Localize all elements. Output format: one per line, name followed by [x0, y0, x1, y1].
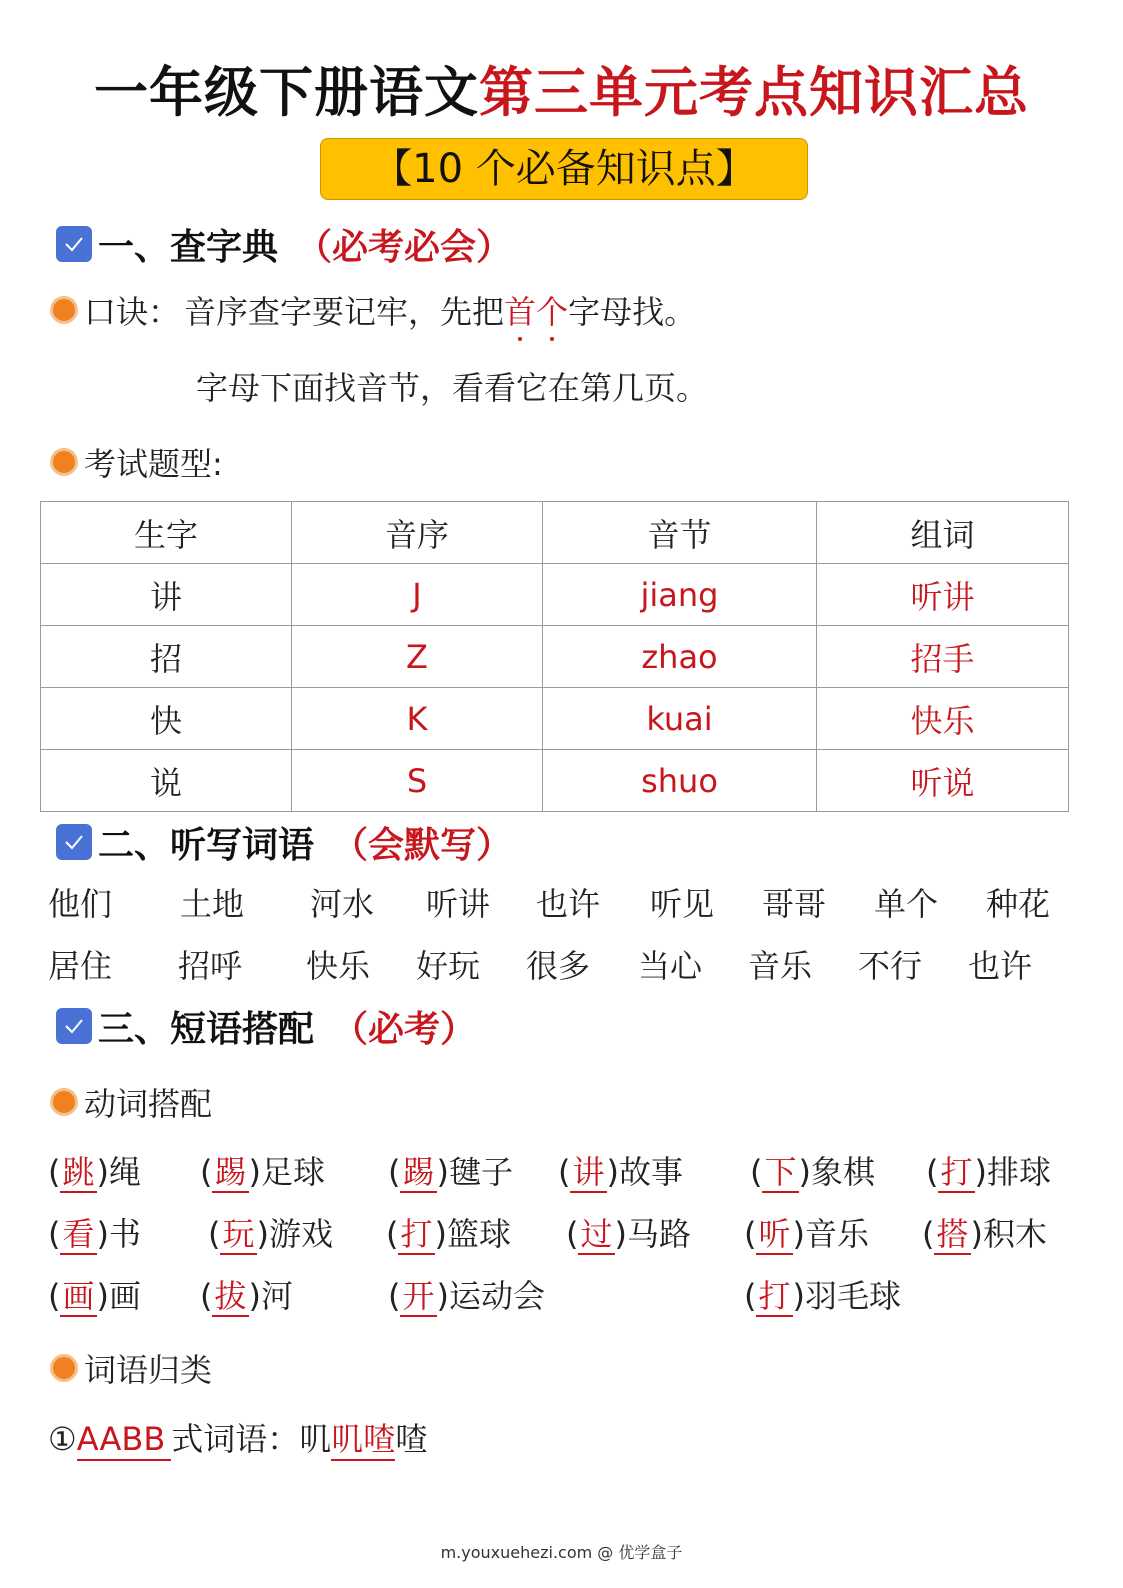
phrase-item: (跳)绳	[48, 1153, 141, 1191]
phrase-item: (过)马路	[566, 1215, 691, 1253]
phrase-verb: 下	[764, 1153, 797, 1191]
phrase-row-1	[48, 1150, 1078, 1194]
phrase-verb: 踢	[402, 1153, 435, 1191]
table-cell: 招手	[817, 626, 1069, 688]
checkbox-icon	[56, 226, 92, 262]
verb-label: 动词搭配	[84, 1085, 213, 1123]
section1-heading	[56, 222, 512, 266]
table-cell: 听说	[817, 750, 1069, 812]
rhyme-red-1: 首	[504, 287, 536, 333]
phrase-object: 毽子	[448, 1153, 513, 1191]
phrase-verb: 搭	[936, 1215, 969, 1253]
table-cell: 讲	[41, 564, 292, 626]
dictation-word: 土地	[180, 885, 245, 923]
rhyme-line1-after: 字母找。	[568, 293, 697, 331]
phrase-verb: 跳	[62, 1153, 95, 1191]
section3-heading	[56, 1004, 476, 1048]
phrase-verb: 开	[402, 1277, 435, 1315]
phrase-object: 游戏	[268, 1215, 333, 1253]
title-part2: 第三单元考点知识汇总	[479, 61, 1029, 124]
phrase-item: (玩)游戏	[208, 1215, 333, 1253]
table-header: 音序	[292, 502, 543, 564]
phrase-item: (画)画	[48, 1277, 141, 1315]
aabb-line	[48, 1416, 427, 1462]
phrase-item: (打)篮球	[386, 1215, 511, 1253]
orange-bullet-icon	[50, 448, 78, 476]
phrase-item: (踢)足球	[200, 1153, 325, 1191]
dictation-word: 招呼	[178, 947, 243, 985]
table-row	[41, 688, 1069, 750]
dictation-word: 好玩	[416, 947, 481, 985]
table-header: 组词	[817, 502, 1069, 564]
question-types-line	[50, 440, 223, 484]
dictation-word: 听讲	[426, 885, 491, 923]
dictation-row-1	[48, 882, 1078, 926]
subtitle-banner: 【10 个必备知识点】	[320, 138, 808, 200]
phrase-item: (开)运动会	[388, 1277, 545, 1315]
table-cell: zhao	[543, 626, 817, 688]
dictation-word: 河水	[310, 885, 375, 923]
dictation-word: 也许	[968, 947, 1033, 985]
rhyme-line1-before: 音序查字要记牢，先把	[184, 293, 505, 331]
rhyme-line2: 字母下面找音节，看看它在第几页。	[196, 369, 709, 407]
footer-watermark[interactable]: m.youxuehezi.com @ 优学盒子	[440, 1543, 683, 1562]
dictation-word: 哥哥	[762, 885, 827, 923]
rhyme-red-2: 个	[536, 287, 568, 333]
table-cell: 说	[41, 750, 292, 812]
phrase-object: 运动会	[448, 1277, 545, 1315]
table-cell: 快	[41, 688, 292, 750]
phrase-verb: 听	[758, 1215, 791, 1253]
orange-bullet-icon	[50, 296, 78, 324]
table-cell: jiang	[543, 564, 817, 626]
aabb-word-c: 喳	[395, 1420, 428, 1458]
phrase-object: 象棋	[810, 1153, 875, 1191]
phrase-item: (听)音乐	[744, 1215, 869, 1253]
table-cell: K	[292, 688, 543, 750]
phrase-object: 故事	[618, 1153, 683, 1191]
dictation-word: 不行	[858, 947, 923, 985]
table-cell: 快乐	[817, 688, 1069, 750]
table-cell: Z	[292, 626, 543, 688]
dictation-word: 很多	[526, 947, 591, 985]
section1-note: （必考必会）	[296, 226, 513, 268]
phrase-object: 羽毛球	[804, 1277, 901, 1315]
table-cell: S	[292, 750, 543, 812]
table-header-row	[41, 502, 1069, 564]
phrase-object: 马路	[626, 1215, 691, 1253]
dictation-word: 快乐	[306, 947, 371, 985]
checkbox-icon	[56, 1008, 92, 1044]
table-cell: kuai	[543, 688, 817, 750]
table-header: 生字	[41, 502, 292, 564]
phrase-verb: 打	[758, 1277, 791, 1315]
phrase-object: 篮球	[446, 1215, 511, 1253]
phrase-verb: 看	[62, 1215, 95, 1253]
aabb-word-b: 叽喳	[331, 1419, 395, 1461]
aabb-number: ①	[48, 1420, 77, 1458]
section1-title: 一、查字典	[98, 226, 279, 268]
phrase-verb: 讲	[572, 1153, 605, 1191]
dictation-word: 单个	[874, 885, 939, 923]
phrase-item: (打)排球	[926, 1153, 1051, 1191]
dictionary-table	[40, 501, 1069, 812]
table-header: 音节	[543, 502, 817, 564]
aabb-word-a: 叽	[299, 1420, 332, 1458]
rhyme-line1	[50, 288, 696, 332]
dictation-word: 听见	[650, 885, 715, 923]
table-cell: shuo	[543, 750, 817, 812]
phrase-item: (讲)故事	[558, 1153, 683, 1191]
phrase-item: (打)羽毛球	[744, 1277, 901, 1315]
phrase-item: (搭)积木	[922, 1215, 1047, 1253]
question-types-label: 考试题型:	[84, 445, 223, 483]
phrase-item: (下)象棋	[750, 1153, 875, 1191]
phrase-object: 书	[108, 1215, 141, 1253]
phrase-object: 积木	[982, 1215, 1047, 1253]
phrase-item: (看)书	[48, 1215, 141, 1253]
phrase-verb: 玩	[222, 1215, 255, 1253]
aabb-pattern: AABB	[77, 1419, 172, 1461]
dictation-word: 居住	[48, 947, 113, 985]
phrase-verb: 过	[580, 1215, 613, 1253]
phrase-verb: 打	[940, 1153, 973, 1191]
checkbox-icon	[56, 824, 92, 860]
section3-note: （必考）	[332, 1008, 477, 1050]
phrase-item: (拔)河	[200, 1277, 293, 1315]
section2-heading	[56, 820, 512, 864]
table-row	[41, 750, 1069, 812]
table-cell: 听讲	[817, 564, 1069, 626]
phrase-verb: 拔	[214, 1277, 247, 1315]
dictation-word: 音乐	[748, 947, 813, 985]
phrase-item: (踢)毽子	[388, 1153, 513, 1191]
phrase-object: 画	[108, 1277, 141, 1315]
phrase-verb: 踢	[214, 1153, 247, 1191]
section3-title: 三、短语搭配	[98, 1008, 315, 1050]
phrase-object: 足球	[260, 1153, 325, 1191]
phrase-object: 绳	[108, 1153, 141, 1191]
phrase-verb: 打	[400, 1215, 433, 1253]
table-row	[41, 564, 1069, 626]
aabb-label: 式词语：	[171, 1420, 300, 1458]
classify-label: 词语归类	[84, 1351, 213, 1389]
dictation-word: 他们	[48, 885, 113, 923]
rhyme-label: 口诀：	[84, 293, 181, 331]
section2-title: 二、听写词语	[98, 824, 315, 866]
phrase-verb: 画	[62, 1277, 95, 1315]
page-title	[0, 50, 1123, 127]
table-row	[41, 626, 1069, 688]
phrase-object: 河	[260, 1277, 293, 1315]
table-cell: J	[292, 564, 543, 626]
section2-note: （会默写）	[332, 824, 513, 866]
orange-bullet-icon	[50, 1354, 78, 1382]
dictation-word: 当心	[638, 947, 703, 985]
phrase-object: 音乐	[804, 1215, 869, 1253]
phrase-row-2	[48, 1212, 1078, 1256]
dictation-row-2	[48, 944, 1078, 988]
classify-label-line	[50, 1346, 212, 1390]
verb-label-line	[50, 1080, 212, 1124]
orange-bullet-icon	[50, 1088, 78, 1116]
phrase-row-3	[48, 1274, 1078, 1318]
phrase-object: 排球	[986, 1153, 1051, 1191]
dictation-word: 也许	[536, 885, 601, 923]
dictation-word: 种花	[986, 885, 1051, 923]
title-part1: 一年级下册语文	[94, 61, 479, 124]
table-cell: 招	[41, 626, 292, 688]
